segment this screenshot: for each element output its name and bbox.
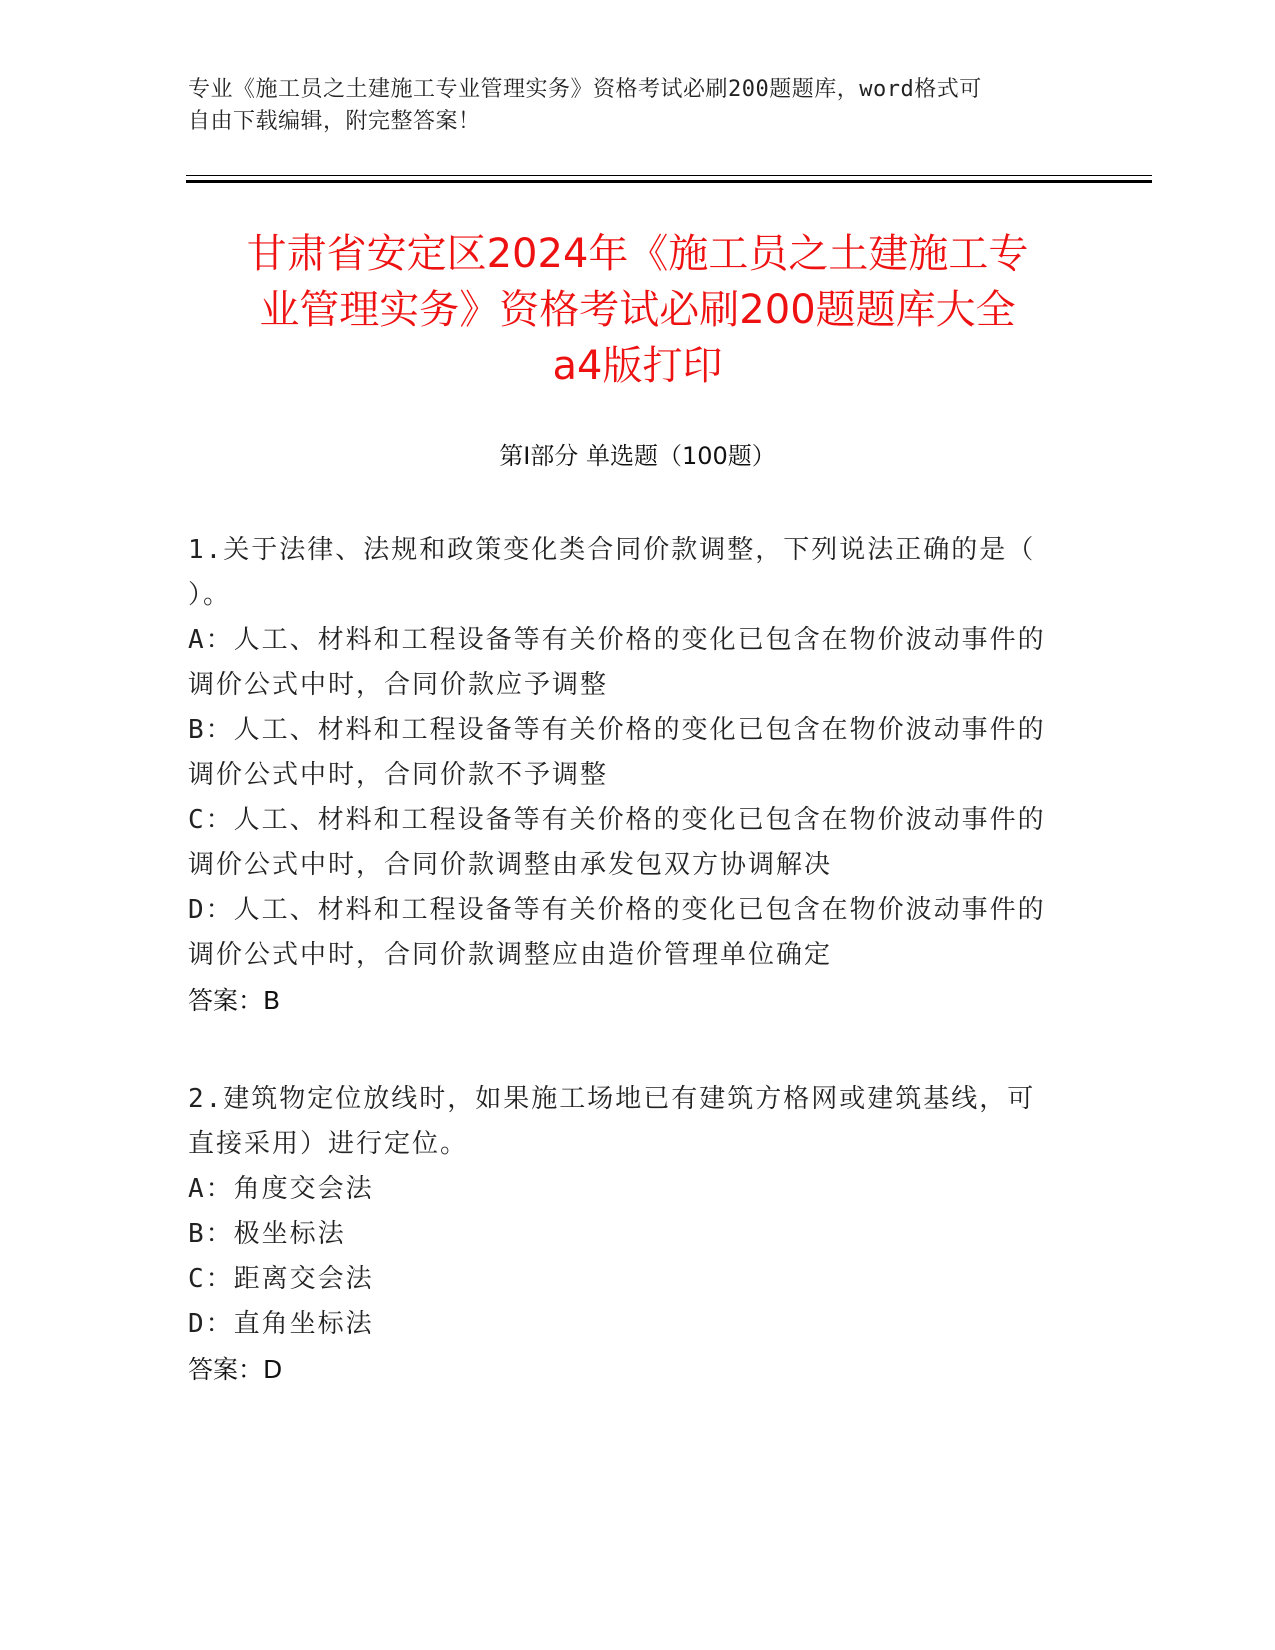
header-note-line2: 自由下载编辑，附完整答案！ bbox=[188, 109, 481, 134]
document-title-line2: 业管理实务》资格考试必刷200题题库大全 bbox=[259, 287, 1016, 333]
header-note-line1: 专业《施工员之土建施工专业管理实务》资格考试必刷200题题库，word格式可 bbox=[188, 77, 982, 102]
question-item bbox=[188, 528, 1078, 1023]
question-list bbox=[188, 528, 1078, 1446]
question-stem-line2: ）。 bbox=[188, 580, 232, 610]
option-d: D：直角坐标法 bbox=[188, 1309, 374, 1339]
document-title-line3: a4版打印 bbox=[552, 343, 723, 389]
header-divider-thin bbox=[186, 175, 1152, 176]
option-c-line1: C：人工、材料和工程设备等有关价格的变化已包含在物价波动事件的 bbox=[188, 805, 1046, 835]
option-b: B：极坐标法 bbox=[188, 1219, 346, 1249]
question-stem-line2: 直接采用）进行定位。 bbox=[188, 1129, 469, 1159]
option-b-line1: B：人工、材料和工程设备等有关价格的变化已包含在物价波动事件的 bbox=[188, 715, 1046, 745]
header-note bbox=[188, 74, 1068, 138]
option-a: A：角度交会法 bbox=[188, 1174, 374, 1204]
header-divider-thick bbox=[186, 180, 1152, 183]
section-heading: 第Ⅰ部分 单选题（100题） bbox=[499, 442, 776, 470]
option-c: C：距离交会法 bbox=[188, 1264, 374, 1294]
option-d-line2: 调价公式中时，合同价款调整应由造价管理单位确定 bbox=[188, 940, 833, 970]
option-c-line2: 调价公式中时，合同价款调整由承发包双方协调解决 bbox=[188, 850, 833, 880]
document-title-line1: 甘肃省安定区2024年《施工员之土建施工专 bbox=[246, 231, 1029, 277]
document-title bbox=[160, 226, 1115, 394]
option-b-line2: 调价公式中时，合同价款不予调整 bbox=[188, 760, 609, 790]
question-answer: 答案：D bbox=[188, 1355, 283, 1384]
question-answer: 答案：B bbox=[188, 986, 281, 1015]
question-stem-line1: 2.建筑物定位放线时，如果施工场地已有建筑方格网或建筑基线，可 bbox=[188, 1084, 1036, 1114]
option-d-line1: D：人工、材料和工程设备等有关价格的变化已包含在物价波动事件的 bbox=[188, 895, 1046, 925]
question-item bbox=[188, 1077, 1078, 1392]
option-a-line2: 调价公式中时，合同价款应予调整 bbox=[188, 670, 609, 700]
option-a-line1: A：人工、材料和工程设备等有关价格的变化已包含在物价波动事件的 bbox=[188, 625, 1046, 655]
question-stem-line1: 1.关于法律、法规和政策变化类合同价款调整，下列说法正确的是（ bbox=[188, 535, 1036, 565]
